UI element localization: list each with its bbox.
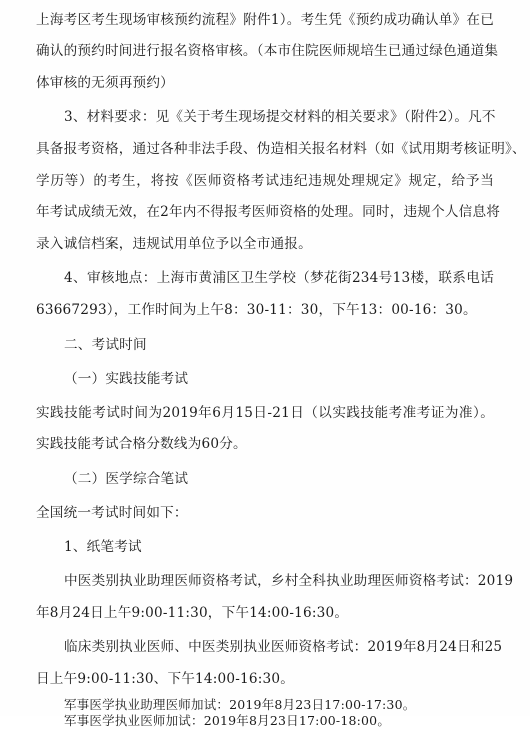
text-line: 3、材料要求：见《关于考生现场提交材料的相关要求》（附件2）。凡不 xyxy=(64,109,496,125)
section-heading: 二、考试时间 xyxy=(64,337,147,353)
text-line: 中医类别执业助理医师资格考试，乡村全科执业助理医师资格考试：2019 xyxy=(64,573,514,589)
text-line: 确认的预约时间进行报名资格审核。（本市住院医师规培生已通过绿色通道集 xyxy=(36,43,499,59)
text-line: 63667293），工作时间为上午8：30-11：30，下午13：00-16：30。 xyxy=(36,302,477,318)
text-line: 临床类别执业医师、中医类别执业医师资格考试：2019年8月24日和25 xyxy=(64,639,503,655)
subsection-heading: （一）实践技能考试 xyxy=(64,371,189,387)
text-line: 年8月24日上午9:00-11:30，下午14:00-16:30。 xyxy=(36,605,349,621)
text-line: 年考试成绩无效，在2年内不得报考医师资格的处理。同时，违规个人信息将 xyxy=(36,204,501,220)
text-line: 具备报考资格，通过各种非法手段、伪造相关报名材料（如《试用期考核证明》、 xyxy=(36,141,526,157)
text-line: 全国统一考试时间如下： xyxy=(36,505,188,521)
text-line: 实践技能考试时间为2019年6月15日-21日（以实践技能考准考证为准）。 xyxy=(36,405,494,421)
text-line: 日上午9:00-11:30、下午14:00-16:30。 xyxy=(36,671,294,687)
text-line: 军事医学执业助理医师加试：2019年8月23日17:00-17:30。 xyxy=(64,697,416,712)
text-line: 体审核的无须再预约） xyxy=(36,75,174,91)
text-line: 录入诚信档案，违规试用单位予以全市通报。 xyxy=(36,236,312,252)
text-line: 上海考区考生现场审核预约流程》附件1）。考生凭《预约成功确认单》在已 xyxy=(36,12,494,28)
text-line: 军事医学执业医师加试：2019年8月23日17:00-18:00。 xyxy=(64,713,391,728)
subsection-heading: （二）医学综合笔试 xyxy=(64,471,189,487)
text-line: 1、纸笔考试 xyxy=(64,539,142,555)
text-line: 4、审核地点：上海市黄浦区卫生学校（梦花街234号13楼，联系电话 xyxy=(64,270,494,286)
text-line: 学历等）的考生，将按《医师资格考试违纪违规处理规定》规定，给予当 xyxy=(36,173,494,189)
text-line: 实践技能考试合格分数线为60分。 xyxy=(36,436,247,452)
